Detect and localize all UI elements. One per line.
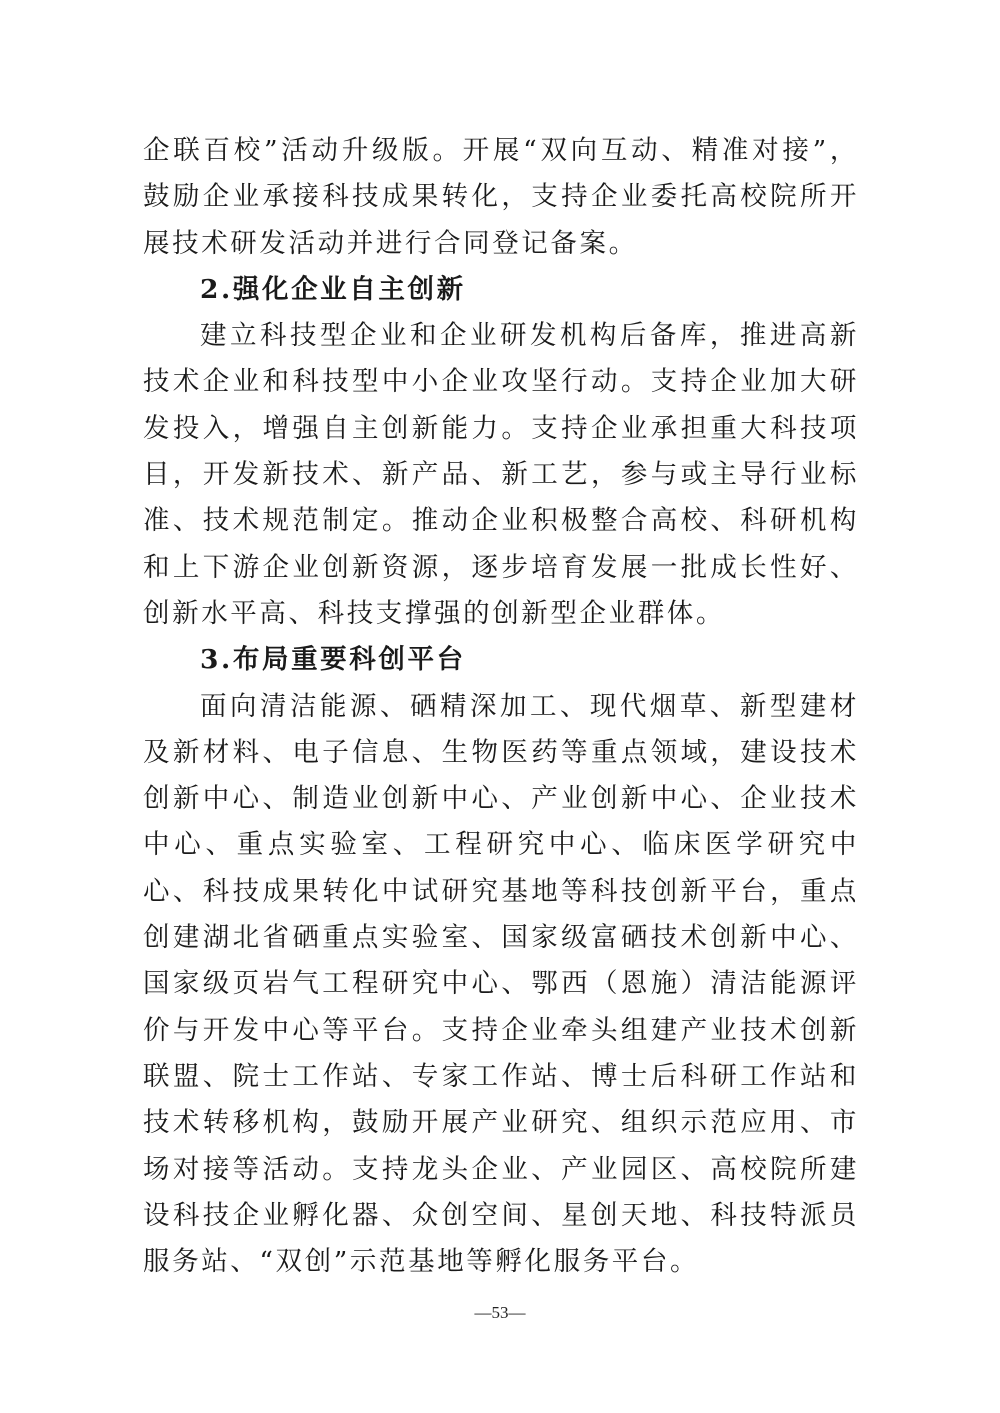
document-body [143, 128, 859, 1285]
page-number: —53— [474, 1303, 526, 1322]
section-heading-2: 2.强化企业自主创新 [200, 273, 466, 305]
paragraph-continuation: 企联百校”活动升级版。开展“双向互动、精准对接”，鼓励企业承接科技成果转化，支持企业委托高校院所开展技术研发活动并进行合同登记备案。 [143, 135, 859, 259]
paragraph-enterprise-innovation: 建立科技型企业和企业研发机构后备库，推进高新技术企业和科技型中小企业攻坚行动。支持企业加大研发投入，增强自主创新能力。支持企业承担重大科技项目，开发新技术、新产品、新工艺，参与或主导行业标准、技术规范制定。推动企业积极整合高校、科研机构和上下游企业创新资源，逐步培育发展一批成长性好、创新水平高、科技支撑强的创新型企业群体。 [143, 320, 859, 629]
paragraph-innovation-platforms: 面向清洁能源、硒精深加工、现代烟草、新型建材及新材料、电子信息、生物医药等重点领域，建设技术创新中心、制造业创新中心、产业创新中心、企业技术中心、重点实验室、工程研究中心、临床医学研究中心、科技成果转化中试研究基地等科技创新平台，重点创建湖北省硒重点实验室、国家级富硒技术创新中心、国家级页岩气工程研究中心、鄂西（恩施）清洁能源评价与开发中心等平台。支持企业牵头组建产业技术创新联盟、院士工作站、专家工作站、博士后科研工作站和技术转移机构，鼓励开展产业研究、组织示范应用、市场对接等活动。支持龙头企业、产业园区、高校院所建设科技企业孵化器、众创空间、星创天地、科技特派员服务站、“双创”示范基地等孵化服务平台。 [143, 690, 859, 1278]
section-heading-3: 3.布局重要科创平台 [200, 644, 466, 676]
